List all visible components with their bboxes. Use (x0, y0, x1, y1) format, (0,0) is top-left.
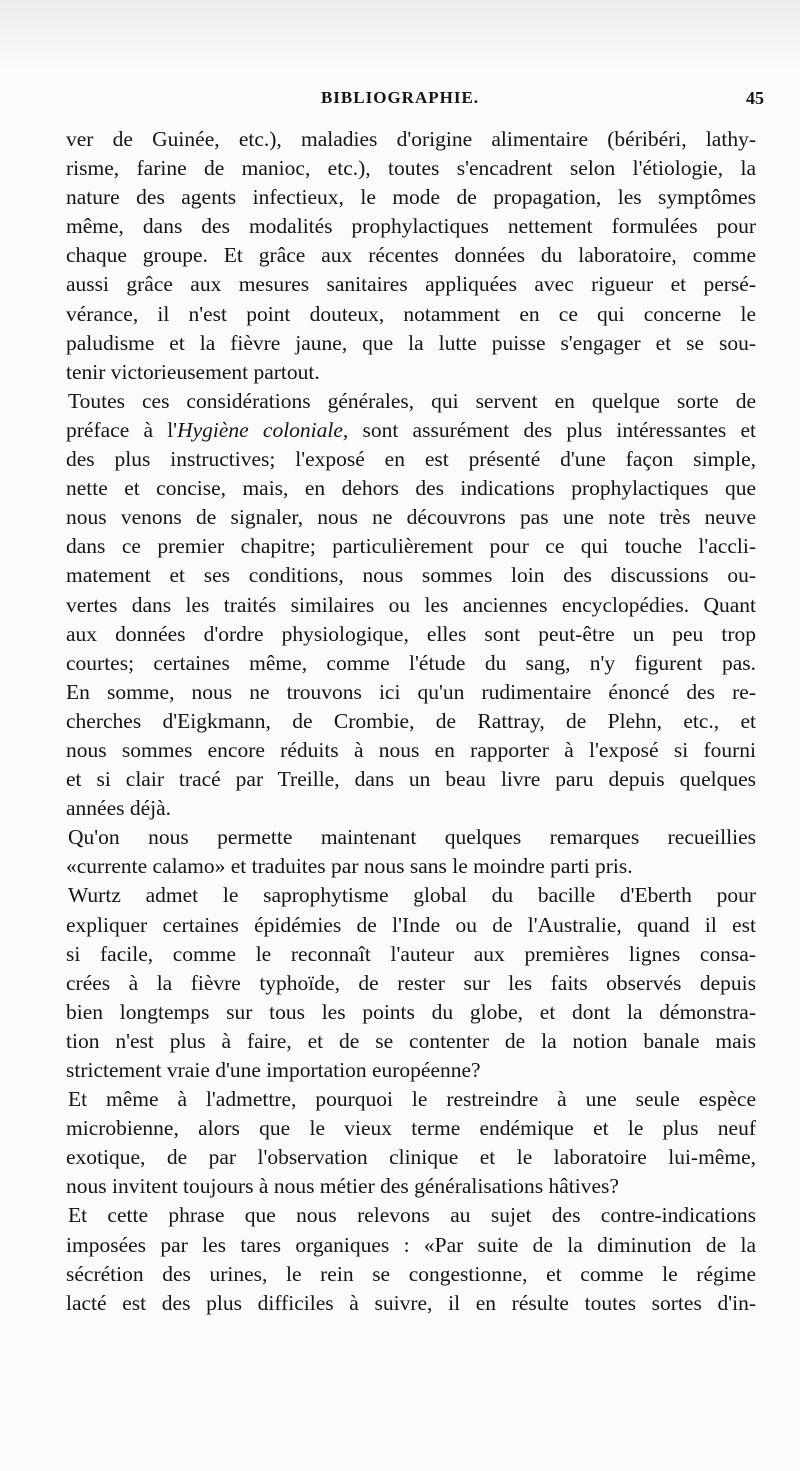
text-segment: préface à l' (66, 417, 178, 442)
text-line: bien longtemps sur tous les points du globe, et dont la démonstra- (66, 999, 756, 1024)
text-line: ver de Guinée, etc.), maladies d'origine alimentaire (béribéri, lathy- (66, 127, 756, 151)
text-line: crées à la fièvre typhoïde, de rester sur les faits observés depuis (66, 970, 756, 995)
running-title: BIBLIOGRAPHIE. (320, 88, 480, 107)
text-line: expliquer certaines épidémies de l'Inde ou de l'Australie, quand il est (66, 912, 756, 937)
text-line: tion n'est plus à faire, et de se contenter de la notion banale mais (66, 1028, 756, 1053)
text-line: risme, farine de manioc, etc.), toutes s'encadrent selon l'étiologie, la (66, 156, 756, 181)
text-line: tenir victorieusement partout. (66, 359, 320, 384)
text-line: microbienne, alors que le vieux terme endémique et le plus neuf (66, 1116, 756, 1141)
text-line: matement et ses conditions, nous sommes loin des discussions ou- (66, 563, 756, 588)
text-line: dans ce premier chapitre; particulièrement pour ce qui touche l'accli- (66, 534, 756, 559)
text-line: exotique, de par l'observation clinique et le laboratoire lui-même, (66, 1145, 756, 1170)
text-line: sécrétion des urines, le rein se congestionne, et comme le régime (66, 1261, 756, 1286)
text-line: des plus instructives; l'exposé en est présenté d'une façon simple, (66, 447, 756, 472)
text-line: nette et concise, mais, en dehors des indications prophylactiques que (66, 476, 756, 501)
text-line: chaque groupe. Et grâce aux récentes données du laboratoire, comme (66, 243, 756, 268)
text-line: nous venons de signaler, nous ne découvrons pas une note très neuve (66, 505, 756, 530)
text-line: même, dans des modalités prophylactiques nettement formulées pour (66, 214, 756, 239)
text-line (66, 416, 756, 445)
book-title: Hygiène coloniale, (177, 417, 349, 442)
text-line: nous invitent toujours à nous métier des généralisations hâtives? (66, 1174, 619, 1199)
text-line: aussi grâce aux mesures sanitaires appliquées avec rigueur et persé- (66, 272, 756, 297)
text-line: aux données d'ordre physiologique, elles sont peut-être un peu trop (66, 621, 756, 646)
text-line: et si clair tracé par Treille, dans un beau livre paru depuis quelques (66, 767, 756, 792)
text-line: vertes dans les traités similaires ou les anciennes encyclopédies. Quant (66, 592, 756, 617)
text-line: cherches d'Eigkmann, de Crombie, de Rattray, de Plehn, etc., et (66, 708, 756, 733)
text-line: Et cette phrase que nous relevons au sujet des contre-indications (68, 1203, 756, 1228)
text-line: Wurtz admet le saprophytisme global du bacille d'Eberth pour (68, 883, 756, 908)
text-line: paludisme et la fièvre jaune, que la lutte puisse s'engager et se sou- (66, 330, 756, 355)
text-line: années déjà. (66, 796, 172, 821)
text-line: «currente calamo» et traduites par nous sans le moindre parti pris. (66, 854, 633, 879)
text-line: lacté est des plus difficiles à suivre, il en résulte toutes sortes d'in- (66, 1290, 756, 1315)
text-line: si facile, comme le reconnaît l'auteur aux premières lignes consa- (66, 941, 756, 966)
page-header (0, 88, 800, 118)
text-line: Qu'on nous permette maintenant quelques remarques recueillies (68, 825, 756, 850)
text-segment: sont assurément des plus intéressantes et (348, 417, 756, 442)
text-line: nature des agents infectieux, le mode de propagation, les symptômes (66, 185, 756, 210)
page-number: 45 (746, 88, 764, 108)
text-line: En somme, nous ne trouvons ici qu'un rudimentaire énoncé des re- (66, 679, 756, 704)
body-text (66, 125, 756, 1318)
text-line: nous sommes encore réduits à nous en rapporter à l'exposé si fourni (66, 737, 756, 762)
text-line: vérance, il n'est point douteux, notamment en ce qui concerne le (66, 301, 756, 326)
text-line: imposées par les tares organiques : «Par suite de la diminution de la (66, 1232, 756, 1257)
text-line: Toutes ces considérations générales, qui servent en quelque sorte de (68, 388, 756, 413)
page-edge-shadow (0, 0, 800, 70)
text-line: Et même à l'admettre, pourquoi le restreindre à une seule espèce (68, 1087, 756, 1112)
text-line: strictement vraie d'une importation européenne? (66, 1058, 481, 1082)
text-line: courtes; certaines même, comme l'étude du sang, n'y figurent pas. (66, 650, 756, 675)
